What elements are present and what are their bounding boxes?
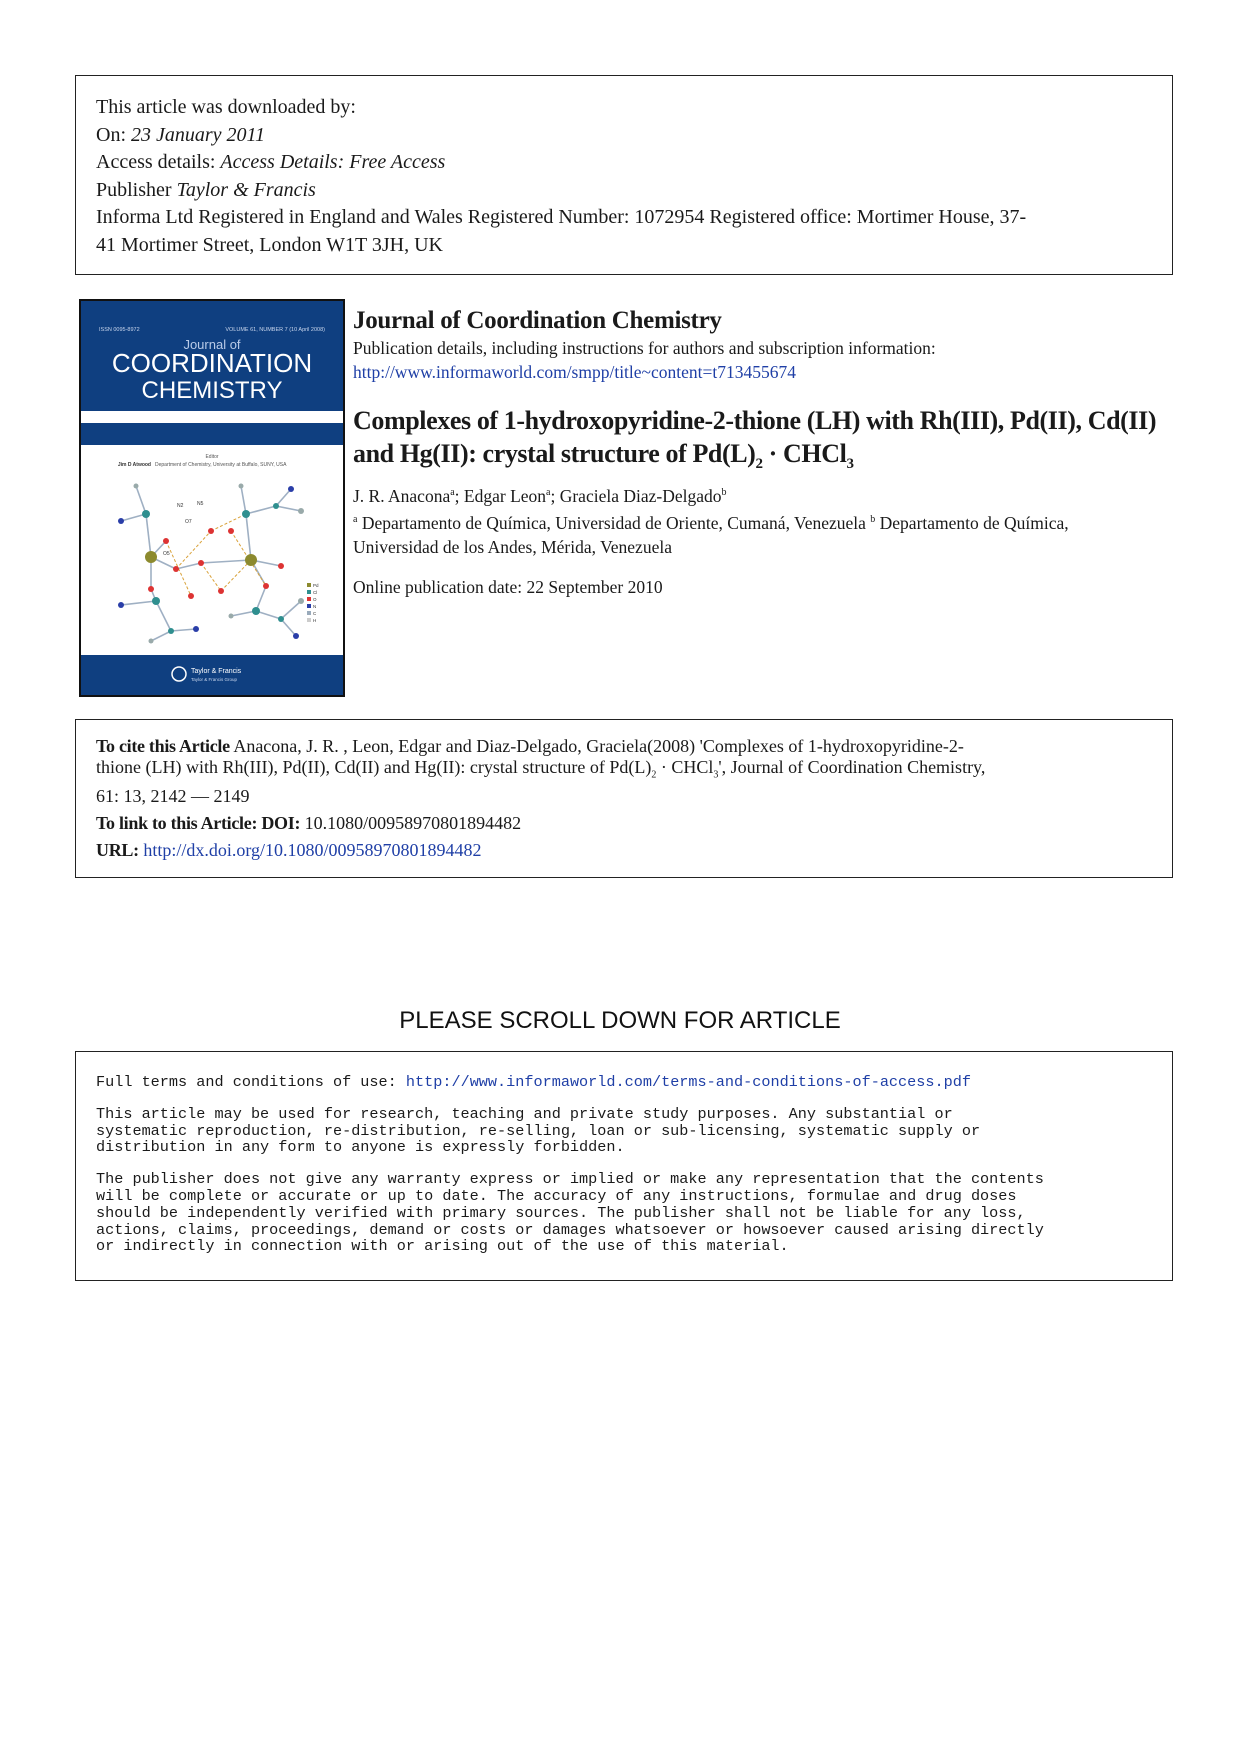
journal-title: Journal of Coordination Chemistry (353, 307, 722, 334)
cover-editor-name: Jim D Atwood (117, 462, 151, 468)
svg-text:O: O (313, 597, 317, 602)
download-line: This article was downloaded by: (96, 96, 356, 118)
cover-legend (307, 583, 319, 623)
cover-publisher: Taylor & Francis (191, 668, 242, 675)
terms-url-link[interactable]: http://www.informaworld.com/terms-and-conditions-of-access.pdf (405, 1073, 971, 1091)
svg-text:N: N (313, 604, 317, 609)
cover-journal-of: Journal of (183, 337, 241, 352)
cover-editor-affil: Department of Chemistry, University at Buffalo, SUNY, USA (155, 462, 287, 468)
scroll-notice: PLEASE SCROLL DOWN FOR ARTICLE (399, 1007, 841, 1034)
registered-line-2: 41 Mortimer Street, London W1T 3JH, UK (96, 233, 444, 256)
article-title: Complexes of 1-hydroxopyridine-2-thione (LH) with Rh(III), Pd(II), Cd(II) and Hg(II): crystal structure of $Pd(L)_2$ · CHCl$_3$ (353, 406, 1157, 473)
download-date: On: 23 January 2011 (96, 123, 266, 146)
online-publication-date: Online publication date: 22 September 2010 (353, 576, 663, 597)
svg-text:Cl: Cl (313, 590, 318, 595)
cover-stripe (81, 423, 343, 445)
terms-paragraph-2: The publisher does not give any warranty express or implied or make any representation that the contents will be complete or accurate or up to date. The accuracy of any instructions, formulae and drug doses should be independently verified with primary sources. The publisher shall not be liable for any loss, actions, claims, proceedings, demand or costs or damages whatsoever or howsoever caused arising directly or indirectly in connection with or arising out of the use of this material. (96, 1170, 1044, 1256)
doi-url-link[interactable]: http://dx.doi.org/10.1080/00958970801894482 (138, 839, 482, 860)
svg-text:C: C (313, 611, 317, 616)
molecule-atoms (118, 484, 304, 644)
publisher-line: Publisher Taylor & Francis (96, 178, 316, 201)
molecule-bonds (121, 486, 301, 641)
atom-label-o5: O5 (163, 551, 170, 557)
cite-label: To cite this Article (96, 736, 230, 756)
registered-line-1: Informa Ltd Registered in England and Wales Registered Number: 1072954 Registered office: Mortimer House, 37- (96, 206, 1027, 228)
cover-coordination: COORDINATION (111, 348, 313, 378)
terms-paragraph-1: This article may be used for research, teaching and private study purposes. Any substantial or systematic reproduction, re-distribution, re-selling, loan or sub-licensing, systematic supply or distribution in any form to anyone is expressly forbidden. (96, 1104, 981, 1157)
cover-editor-label: Editor (205, 454, 219, 460)
doi-value: 10.1080/00958970801894482 (300, 812, 522, 833)
cover-artwork (81, 301, 343, 695)
journal-info (353, 306, 1163, 598)
svg-text:H: H (313, 618, 317, 623)
cover-issn: ISSN 0095-8972 (99, 327, 140, 333)
doi-line: To link to this Article: DOI: 10.1080/00958970801894482 (96, 812, 522, 833)
affiliations: $^a$ Departamento de Química, Universidad de Oriente, Cumaná, Venezuela $^b$ Departamento de Química, Universidad de los Andes, Mérida, Venezuela (353, 512, 1069, 557)
atom-label-n2: N2 (177, 503, 184, 509)
authors: J. R. Anacona$^a$; Edgar Leon$^a$; Graciela Diaz-Delgado$^b$ (353, 486, 727, 507)
citation-box (75, 719, 1173, 878)
journal-cover (79, 299, 345, 697)
cover-publisher-group: Taylor & Francis Group (191, 677, 238, 682)
terms-box (75, 1051, 1173, 1281)
cover-chemistry: CHEMISTRY (141, 377, 283, 404)
access-details: Access details: Access Details: Free Access (96, 151, 446, 173)
atom-label-n5: N5 (197, 501, 204, 507)
cover-footer-band (81, 655, 343, 695)
cite-text: To cite this Article Anacona, J. R. , Leon, Edgar and Diaz-Delgado, Graciela(2008) 'Complexes of 1-hydroxopyridine-2- thione (LH) with Rh(III), Pd(II), Cd(II) and Hg(II): crystal structure of $Pd(L)_2$ · CHCl$_3$', Journal of Coordination Chemistry, 61: 13, 2142 — 2149 (96, 736, 986, 806)
publication-details: Publication details, including instructions for authors and subscription information: (353, 338, 936, 358)
download-info-box (75, 75, 1173, 275)
terms-line: Full terms and conditions of use: http://www.informaworld.com/terms-and-conditions-of-access.pdf (96, 1073, 971, 1091)
atom-label-o7: O7 (185, 519, 192, 525)
cover-volume: VOLUME 61, NUMBER 7 (10 April 2008) (225, 327, 325, 333)
journal-url-link[interactable]: http://www.informaworld.com/smpp/title~content=t713455674 (353, 362, 797, 382)
url-line: URL: http://dx.doi.org/10.1080/00958970801894482 (96, 839, 482, 860)
svg-text:Pd: Pd (313, 583, 319, 588)
